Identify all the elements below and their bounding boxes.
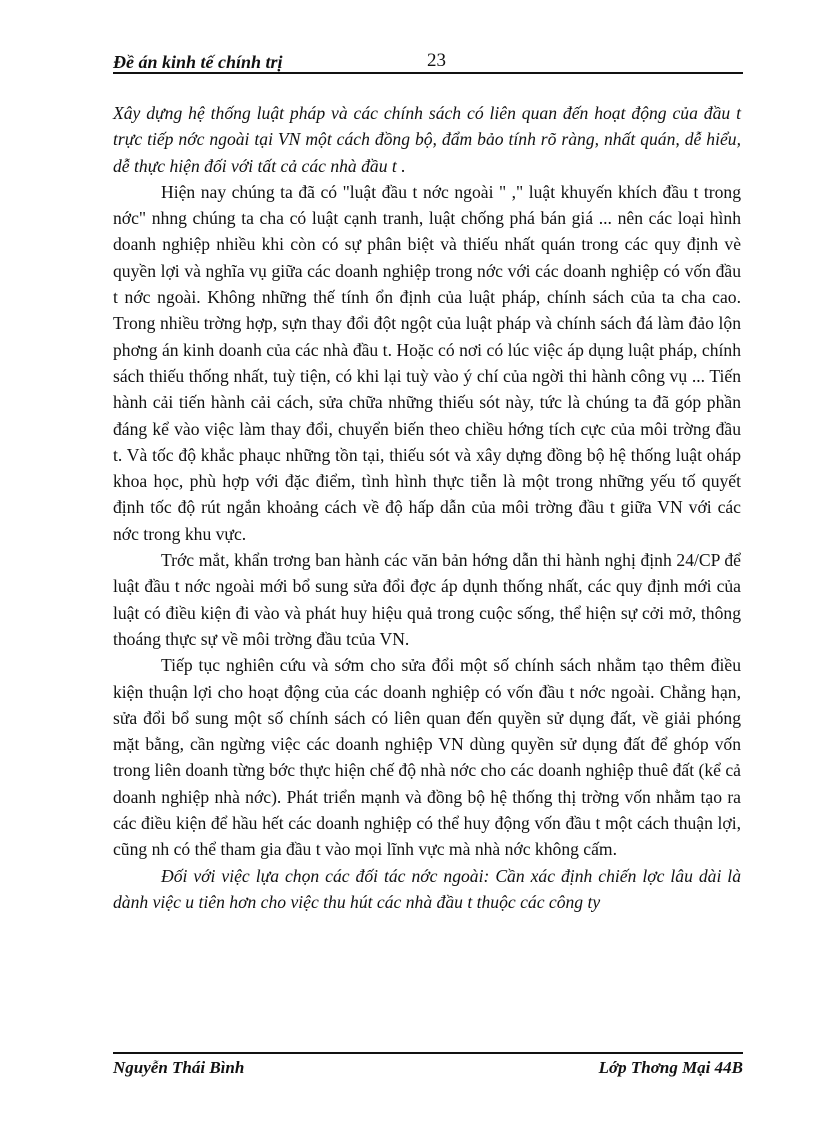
paragraph-policy-revision: Tiếp tục nghiên cứu và sớm cho sửa đổi một số chính sách nhằm tạo thêm điều kiện thuận lợi cho hoạt động của các doanh nghiệp có vốn đầu t nớc ngoài. Chẳng hạn, sửa đổi bổ sung một số chính sách có liên quan đến quyền sử dụng đất, về giải phóng mặt bằng, cần ngừng việc các doanh nghiệp VN dùng quyền sử dụng đất để ghóp vốn trong liên doanh từng bớc thực hiện chế độ nhà nớc cho các doanh nghiệp thuê đất (kể cả doanh nghiệp nhà nớc). Phát triển mạnh và đồng bộ hệ thống thị trờng vốn nhằm tạo ra các điều kiện để hầu hết các doanh nghiệp có thể huy động vốn đầu t một cách thuận lợi, cũng nh có thể tham gia đầu t vào mọi lĩnh vực mà nhà nớc không cấm.	[113, 655, 741, 860]
header-title: Đề án kinh tế chính trị	[113, 52, 283, 72]
paragraph-foreign-partners: Đối với việc lựa chọn các đối tác nớc ngoài: Cần xác định chiến lợc lâu dài là dành việc u tiên hơn cho việc thu hút các nhà đầu t thuộc các công ty	[113, 865, 741, 912]
paragraph-legal-system: Xây dựng hệ thống luật pháp và các chính sách có liên quan đến hoạt động của đầu t trực tiếp nớc ngoài tại VN một cách đồng bộ, đẩm bảo tính rõ ràng, nhất quán, dễ hiểu, dễ thực hiện đối với tất cả các nhà đầu t .	[113, 103, 741, 176]
document-body	[113, 100, 741, 915]
page-number: 23	[427, 50, 446, 71]
paragraph-decree-24cp: Trớc mắt, khẩn trơng ban hành các văn bản hớng dẫn thi hành nghị định 24/CP để luật đầu t nớc ngoài mới bổ sung sửa đổi đợc áp dụnh thống nhất, các quy định mới của luật có điều kiện đi vào và phát huy hiệu quả trong cuộc sống, thể hiện sự cởi mở, thông thoáng thực sự về môi trờng đầu tcủa VN.	[113, 550, 741, 649]
footer-author: Nguyễn Thái Bình	[113, 1058, 245, 1077]
page-footer	[113, 1052, 743, 1077]
paragraph-current-laws: Hiện nay chúng ta đã có "luật đầu t nớc ngoài " ," luật khuyến khích đầu t trong nớc" nhng chúng ta cha có luật cạnh tranh, luật chống phá bán giá ... nên các loại hình doanh nghiệp nhiều khi còn có sự phân biệt và thiếu nhất quán trong các quy định vè quyền lợi và nghĩa vụ giữa các doanh nghiệp trong nớc với các doanh nghiệp có vốn đầu t nớc ngoài. Không những thế tính ổn định của luật pháp, chính sách của ta cha cao. Trong nhiều trờng hợp, sựn thay đổi đột ngột của luật pháp và chính sách đá làm đảo lộn phơng án kinh doanh của các nhà đầu t. Hoặc có nơi có lúc việc áp dụng luật pháp, chính sách thiếu thống nhất, tuỳ tiện, có khi lại tuỳ vào ý chí của ngời thi hành công vụ ... Tiến hành cải tiến hành cải cách, sửa chữa những thiếu sót này, tức là chúng ta đã góp phần đáng kể vào việc làm thay đổi, chuyển biến theo chiều hớng tích cực của môi trờng đầu t. Và tốc độ khắc phaục những tồn tại, thiếu sót và xây dựng đồng bộ hệ thống luật oháp khoa học, phù hợp với đặc điểm, tình hình thực tiễn là một trong những yếu tố quyết định tốc độ rút ngắn khoảng cách về độ hấp dẫn của môi trờng đầu t giữa VN với các nớc trong khu vực.	[113, 181, 741, 544]
footer-class: Lớp Thơng Mại 44B	[598, 1058, 743, 1077]
page-header	[113, 50, 743, 74]
